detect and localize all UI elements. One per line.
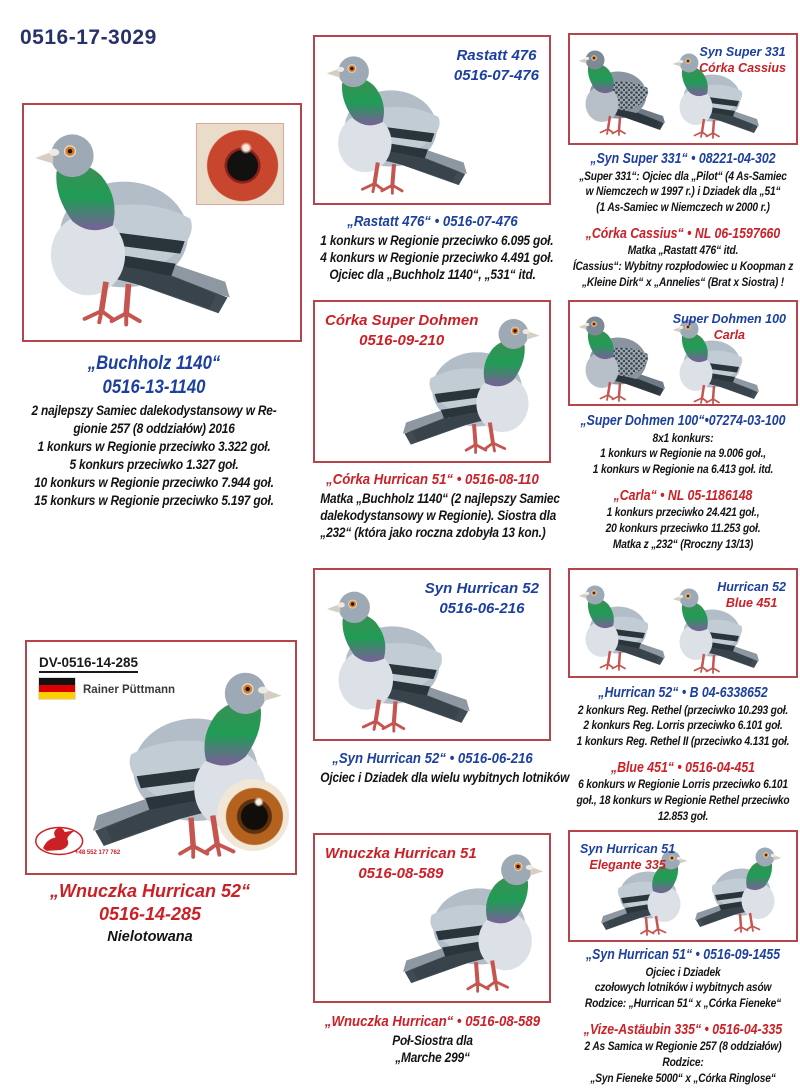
result-line: ÍCassius“: Wybitny rozpłodowiec u Koopman z <box>572 259 794 274</box>
result-line: Ojciec dla „Buchholz 1140“, „531“ itd. <box>329 266 536 282</box>
bird-header: „Córka Hurrican 51“ • 0516-08-110 <box>326 471 539 488</box>
result-line: „Marche 299“ <box>395 1049 470 1065</box>
syn-hurrican-52-text-block <box>320 749 570 786</box>
syn-super-331-text-block <box>564 150 800 290</box>
page-title: 0516-17-3029 <box>20 26 157 49</box>
corka-hurrican-text-block <box>320 470 560 541</box>
bird-header: „Syn Hurrican 52“ • 0516-06-216 <box>332 750 533 767</box>
result-line: 1 konkurs przeciwko 24.421 goł., <box>606 505 760 520</box>
photo-caption: Syn Super 331 Córka Cassius <box>699 45 786 76</box>
result-line: Matka „Rastatt 476“ itd. <box>627 243 739 258</box>
result-line: Rodzice: <box>662 1055 704 1070</box>
result-line: „Syn Fieneke 5000“ x „Córka Ringlose“ <box>590 1070 776 1085</box>
syn-hurrican-51-text-block <box>564 946 800 1086</box>
bird-header: „Rastatt 476“ • 0516-07-476 <box>347 213 518 230</box>
bird-header: „Blue 451“ • 0516-04-451 <box>610 759 756 776</box>
result-line: czołowych lotników i wybitnych asów <box>594 980 772 995</box>
result-line: 4 konkurs w Regionie przeciwko 4.491 goł. <box>320 249 554 265</box>
wnuczka-hurrican-text-block <box>320 1012 544 1066</box>
dv-ring-label: DV-0516-14-285 <box>39 655 138 673</box>
photo-box-syn-hurrican-51 <box>568 830 798 942</box>
result-line: 5 konkurs przeciwko 1.327 goł. <box>69 456 239 472</box>
photo-box-hurrican-52 <box>568 568 798 678</box>
result-line: w Niemczech w 1997 r.) i Dziadek dla „51“ <box>585 184 781 199</box>
photographer-phone: +48 552 177 762 <box>75 850 121 857</box>
bird-header: „Hurrican 52“ • B 04-6338652 <box>598 685 768 701</box>
bird-header: „Syn Super 331“ • 08221-04-302 <box>590 151 776 167</box>
buchholz-text-block <box>26 352 283 510</box>
result-line: 12.853 goł. <box>657 808 709 823</box>
result-line: Poł-Siostra dla <box>392 1032 473 1048</box>
bird-name: „Wnuczka Hurrican 52“ <box>49 881 251 901</box>
pigeon-photo <box>313 41 475 203</box>
result-line: „Super 331“: Ojciec dla „Pilot“ (4 As-Samiec <box>579 168 787 183</box>
photo-box-wnuczka-hurrican-51 <box>313 833 551 1003</box>
result-line: 15 konkurs w Regionie przeciwko 5.197 goł. <box>34 492 274 508</box>
result-line: 2 najlepszy Samiec dalekodystansowy w Re- <box>31 402 277 418</box>
bird-note: Nielotowana <box>107 928 193 945</box>
result-line: 2 As Samica w Regionie 257 (8 oddziałów) <box>584 1039 782 1054</box>
bird-header: „Carla“ • NL 05-1186148 <box>613 487 753 504</box>
result-line: „Kleine Dirk“ x „Annelies“ (Brat x Siostra) ! <box>581 274 785 289</box>
result-line: 10 konkurs w Regionie przeciwko 7.944 goł. <box>34 474 274 490</box>
result-line: Ojciec i Dziadek dla wielu wybitnych lotników <box>320 769 570 785</box>
result-line: Matka „Buchholz 1140“ (2 najlepszy Samiec <box>320 490 560 506</box>
result-line: 1 konkurs w Regionie przeciwko 3.322 goł. <box>37 438 271 454</box>
result-line: gionie 257 (8 oddziałów) 2016 <box>73 420 235 436</box>
photo-caption: Syn Hurrican 52 0516-06-216 <box>424 580 539 617</box>
result-line: Matka z „232“ (Rroczny 13/13) <box>612 536 754 551</box>
result-line: 1 konkurs w Regionie na 6.413 goł. itd. <box>592 462 774 477</box>
photo-box-syn-super-331 <box>568 33 798 145</box>
result-line: 6 konkurs w Regionie Lorris przeciwko 6.101 <box>578 777 788 792</box>
bird-ring: 0516-14-285 <box>98 904 202 925</box>
photo-caption: Hurrican 52 Blue 451 <box>717 580 786 611</box>
photo-box-buchholz <box>22 103 302 342</box>
result-line: (1 As-Samiec w Niemczech w 2000 r.) <box>596 200 770 215</box>
bird-ring: 0516-13-1140 <box>102 376 206 398</box>
photo-box-syn-hurrican-52 <box>313 568 551 741</box>
super-dohmen-100-text-block <box>564 412 800 552</box>
german-flag-icon <box>39 678 75 699</box>
hurrican-52-text-block <box>564 684 800 824</box>
photo-box-rastatt <box>313 35 551 205</box>
result-line: Rodzice: „Hurrican 51“ x „Córka Fieneke“ <box>584 996 782 1011</box>
photo-caption: Rastatt 476 0516-07-476 <box>453 47 539 84</box>
wnuczka-text-block <box>0 880 300 949</box>
bird-name: „Buchholz 1140“ <box>87 353 221 374</box>
bird-header: „Wnuczka Hurrican“ • 0516-08-589 <box>324 1013 541 1030</box>
result-line: 2 konkurs Reg. Rethel (przeciwko 10.293 goł. <box>577 702 789 717</box>
rastatt-text-block <box>320 212 554 283</box>
photo-caption: Córka Super Dohmen 0516-09-210 <box>325 312 479 349</box>
bird-header: „Super Dohmen 100“•07274-03-100 <box>580 413 786 429</box>
result-line: goł., 18 konkurs w Regionie Rethel przeciwko <box>576 793 790 808</box>
result-line: 1 konkurs w Regionie przeciwko 6.095 goł. <box>320 232 554 248</box>
eye-photo-inset <box>217 779 289 851</box>
eye-photo-inset <box>196 123 284 205</box>
photo-box-wnuczka <box>25 640 297 875</box>
bird-header: „Syn Hurrican 51“ • 0516-09-1455 <box>585 947 781 963</box>
result-line: dalekodystansowy w Regionie). Siostra dla <box>320 507 557 523</box>
bird-header: „Vize-Astäubin 335“ • 0516-04-335 <box>583 1021 783 1038</box>
result-line: „232“ (która jako roczna zdobyła 13 kon.) <box>320 524 546 540</box>
result-line: 8x1 konkurs: <box>652 430 714 445</box>
result-line: 20 konkurs przeciwko 11.253 goł. <box>605 521 761 536</box>
photo-box-super-dohmen-100 <box>568 300 798 406</box>
photo-caption: Super Dohmen 100 Carla <box>672 312 786 343</box>
bird-header: „Córka Cassius“ • NL 06-1597660 <box>585 225 781 242</box>
result-line: 1 konkurs Reg. Rethel II (przeciwko 4.131 goł. <box>576 734 790 749</box>
photo-box-corka-super-dohmen <box>313 300 551 463</box>
photo-caption: Wnuczka Hurrican 51 0516-08-589 <box>325 845 477 882</box>
breeder-name: Rainer Püttmann <box>83 684 176 696</box>
result-line: 2 konkurs Reg. Lorris przeciwko 6.101 goł. <box>583 718 783 733</box>
photo-caption: Syn Hurrican 51 Elegante 335 <box>580 842 676 873</box>
result-line: Ojciec i Dziadek <box>645 964 721 979</box>
result-line: 1 konkurs w Regionie na 9.006 goł., <box>600 446 766 461</box>
